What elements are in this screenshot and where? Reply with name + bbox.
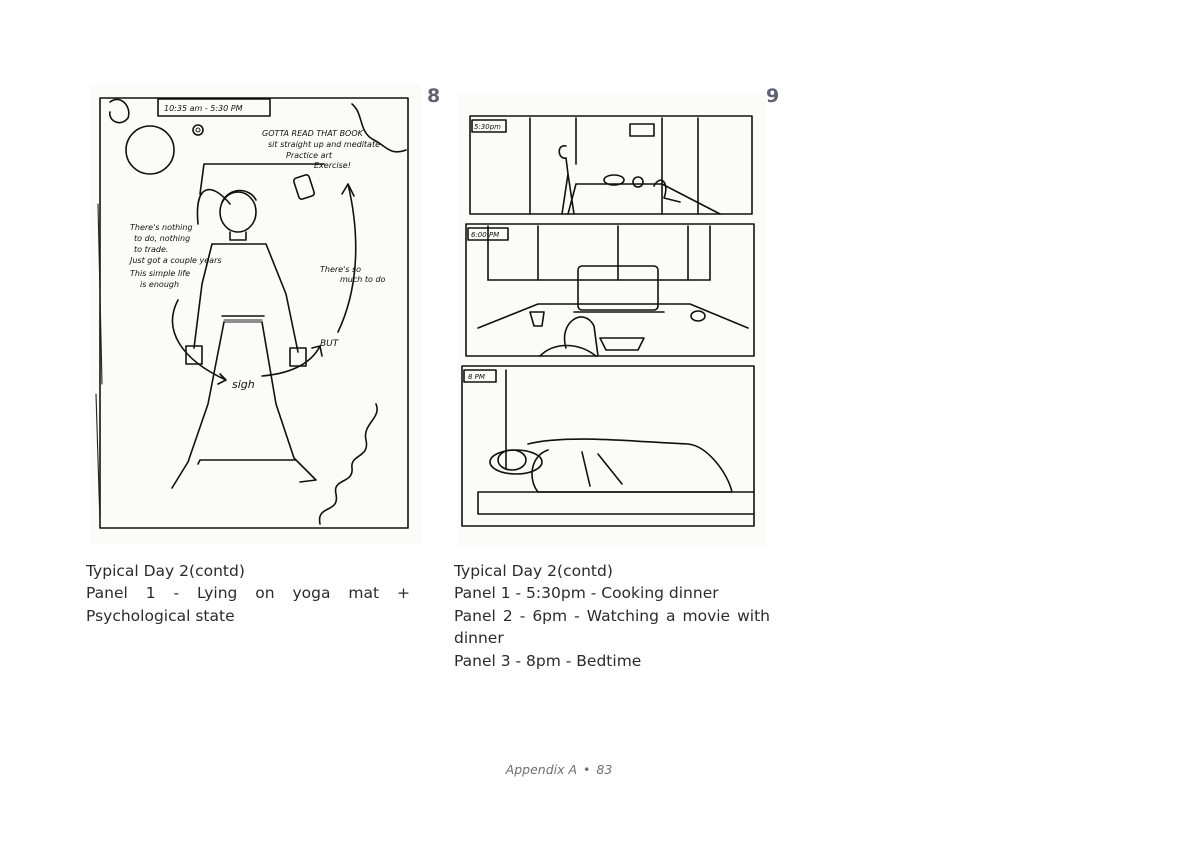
svg-text:BUT: BUT — [320, 339, 339, 349]
caption-title: Typical Day 2(contd) — [454, 562, 613, 580]
frame-label-1: 5:30pm — [474, 123, 501, 131]
svg-text:This simple life: This simple life — [130, 269, 191, 278]
sketch-time-label: 10:35 am - 5:30 PM — [164, 104, 243, 113]
caption-line: Panel 3 - 8pm - Bedtime — [454, 651, 642, 670]
svg-text:GOTTA READ THAT BOOK: GOTTA READ THAT BOOK — [262, 129, 363, 138]
caption-panel-9 — [454, 560, 770, 672]
footer-separator: • — [583, 762, 591, 777]
svg-text:sit straight up and meditate: sit straight up and meditate — [268, 140, 381, 149]
svg-text:to trade.: to trade. — [134, 245, 169, 254]
caption-title: Typical Day 2(contd) — [86, 562, 245, 580]
caption-panel-8 — [86, 560, 410, 627]
storyboard-sketch-9 — [458, 94, 766, 546]
svg-text:Exercise!: Exercise! — [314, 161, 351, 170]
storyboard-sketch-8 — [90, 84, 421, 544]
sketch-drawing-8 — [90, 84, 421, 544]
svg-text:Just got a couple years: Just got a couple years — [130, 256, 222, 265]
caption-line: Panel 1 - Lying on yoga mat + Psychological state — [86, 584, 410, 625]
caption-line: Panel 1 - 5:30pm - Cooking dinner — [454, 584, 719, 603]
caption-line: Panel 2 - 6pm - Watching a movie with dinner — [454, 606, 770, 648]
frame-label-2: 6:00 PM — [471, 231, 500, 239]
svg-text:Practice art: Practice art — [286, 151, 332, 160]
svg-text:much to do: much to do — [340, 275, 386, 284]
footer-page-number: 83 — [596, 762, 613, 777]
page-number-9: 9 — [766, 85, 780, 107]
svg-text:to do, nothing: to do, nothing — [134, 234, 191, 243]
page-number-8: 8 — [427, 85, 441, 107]
svg-text:is enough: is enough — [140, 280, 180, 289]
page-footer — [0, 762, 1118, 777]
svg-text:sigh: sigh — [232, 378, 255, 391]
svg-text:There's so: There's so — [320, 265, 362, 274]
frame-label-3: 8 PM — [468, 373, 485, 381]
svg-text:There's nothing: There's nothing — [130, 223, 193, 232]
sketch-drawing-9 — [458, 94, 766, 546]
footer-section: Appendix A — [505, 762, 578, 777]
